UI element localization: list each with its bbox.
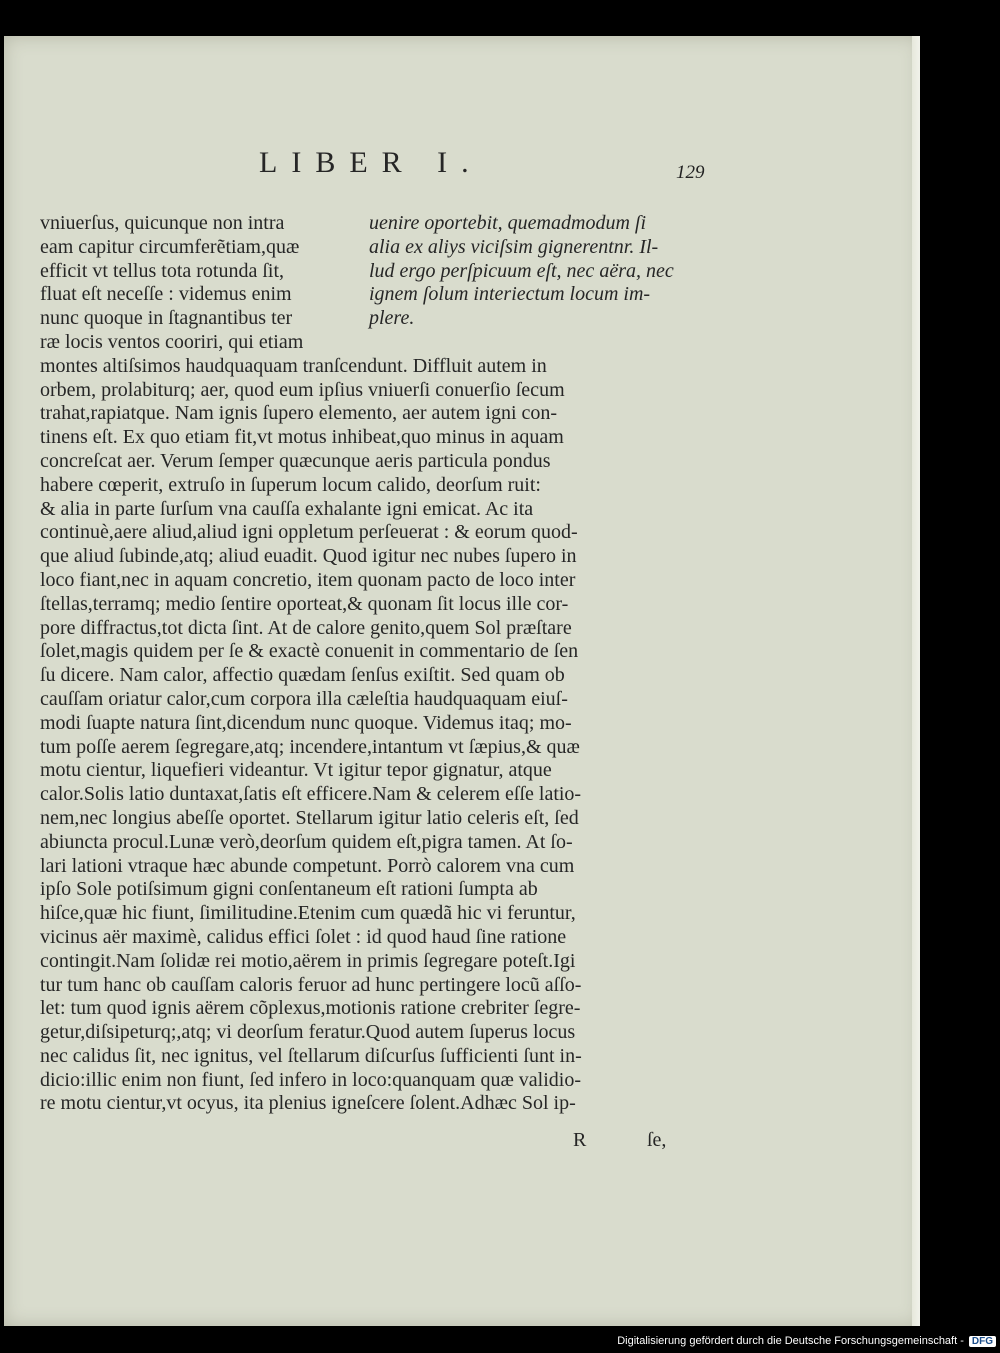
text-line xyxy=(40,236,680,260)
credit-text: Digitalisierung gefördert durch die Deutsche Forschungsgemeinschaft - xyxy=(617,1335,964,1347)
line-text-left: efficit vt tellus tota rotunda ſit, xyxy=(40,259,285,282)
line-text: re motu cientur,vt ocyus, ita plenius igneſcere ſolent.Adhæc Sol ip- xyxy=(40,1092,576,1115)
text-line xyxy=(40,759,680,783)
text-line xyxy=(40,1045,680,1069)
page-header xyxy=(4,146,920,186)
text-line xyxy=(40,212,680,236)
text-line xyxy=(40,950,680,974)
text-line xyxy=(40,640,680,664)
catchword: ſe, xyxy=(647,1129,667,1151)
text-line xyxy=(40,521,680,545)
text-line xyxy=(40,712,680,736)
text-line xyxy=(40,807,680,831)
line-text: modi ſuapte natura ſint,dicendum nunc quoque. Videmus itaq; mo- xyxy=(40,711,572,734)
line-text: que aliud ſubinde,atq; aliud euadit. Quod igitur nec nubes ſupero in xyxy=(40,545,577,568)
line-text: ipſo Sole potiſsimum gigni conſentaneum eſt rationi ſumpta ab xyxy=(40,878,538,901)
line-text: vicinus aër maximè, calidus effici ſolet : id quod haud ſine ratione xyxy=(40,925,567,948)
line-text: pore diffractus,tot dicta ſint. At de calore genito,quem Sol præſtare xyxy=(40,616,572,639)
text-line xyxy=(40,783,680,807)
line-text: let: tum quod ignis aërem cõplexus,motionis ratione crebriter ſegre- xyxy=(40,997,581,1020)
text-line xyxy=(40,878,680,902)
text-line xyxy=(40,831,680,855)
text-line xyxy=(40,283,680,307)
line-text: tinens eſt. Ex quo etiam fit,vt motus inhibeat,quo minus in aquam xyxy=(40,426,564,449)
text-line xyxy=(40,307,680,331)
line-text-right-italic: lud ergo perſpicuum eſt, nec aëra, nec xyxy=(369,259,674,282)
body-text xyxy=(40,212,680,1116)
line-text-left: eam capitur circumferẽtiam,quæ xyxy=(40,235,300,258)
text-line xyxy=(40,1069,680,1093)
text-line xyxy=(40,498,680,522)
line-text: ſtellas,terramq; medio ſentire oporteat,& quonam ſit locus ille cor- xyxy=(40,592,569,615)
text-line xyxy=(40,664,680,688)
line-text: ſu dicere. Nam calor, affectio quædam ſenſus exiſtit. Sed quam ob xyxy=(40,664,565,687)
line-text: motu cientur, liquefieri videantur. Vt igitur tepor gignatur, atque xyxy=(40,759,552,782)
text-line xyxy=(40,402,680,426)
text-line xyxy=(40,855,680,879)
text-line xyxy=(40,569,680,593)
digitization-credit xyxy=(617,1335,996,1347)
line-text: calor.Solis latio duntaxat,ſatis eſt efficere.Nam & celerem eſſe latio- xyxy=(40,783,582,806)
line-text: lari lationi vtraque hæc abunde competunt. Porrò calorem vna cum xyxy=(40,854,575,877)
text-line xyxy=(40,474,680,498)
text-line xyxy=(40,379,680,403)
line-text-left: nunc quoque in ſtagnantibus ter xyxy=(40,307,293,330)
line-text: montes altiſsimos haudquaquam tranſcendunt. Diffluit autem in xyxy=(40,354,547,377)
line-text: getur,diſsipeturq;,atq; vi deorſum feratur.Quod autem ſuperus locus xyxy=(40,1021,576,1044)
page-number: 129 xyxy=(676,162,705,183)
line-text: abiuncta procul.Lunæ verò,deorſum quidem eſt,pigra tamen. At ſo- xyxy=(40,830,573,853)
line-text: trahat,rapiatque. Nam ignis ſupero elemento, aer autem igni con- xyxy=(40,402,558,425)
text-line xyxy=(40,545,680,569)
text-line xyxy=(40,1021,680,1045)
line-text-right-italic: ignem ſolum interiectum locum im- xyxy=(369,283,651,306)
line-text-left: vniuerſus, quicunque non intra xyxy=(40,212,285,234)
line-text: orbem, prolabiturq; aer, quod eum ipſius vniuerſi conuerſio ſecum xyxy=(40,378,565,401)
line-text: loco fiant,nec in aquam concretio, item quonam pacto de loco inter xyxy=(40,568,576,591)
line-text-right-italic: plere. xyxy=(369,307,415,330)
line-text: tum poſſe aerem ſegregare,atq; incendere,intantum vt ſæpius,& quæ xyxy=(40,735,580,758)
text-line xyxy=(40,593,680,617)
text-line xyxy=(40,450,680,474)
book-page xyxy=(4,36,920,1326)
text-line xyxy=(40,736,680,760)
text-line xyxy=(40,688,680,712)
text-line xyxy=(40,260,680,284)
text-line xyxy=(40,331,680,355)
line-text: concreſcat aer. Verum ſemper quæcunque aeris particula pondus xyxy=(40,449,551,472)
line-text: cauſſam oriatur calor,cum corpora illa cæleſtia haudquaquam eiuſ- xyxy=(40,687,568,710)
line-text-left: fluat eſt neceſſe : videmus enim xyxy=(40,283,292,306)
line-text-left: ræ locis ventos cooriri, qui etiam xyxy=(40,330,304,353)
text-line xyxy=(40,997,680,1021)
signature-mark: R xyxy=(573,1129,587,1151)
page-foot xyxy=(4,1129,920,1155)
line-text: nem,nec longius abeſſe oportet. Stellarum igitur latio celeris eſt, ſed xyxy=(40,806,579,829)
line-text: continuè,aere aliud,aliud igni oppletum perſeuerat : & eorum quod- xyxy=(40,521,578,544)
line-text: contingit.Nam ſolidæ rei motio,aërem in primis ſegregare poteſt.Igi xyxy=(40,949,576,972)
line-text: dicio:illic enim non fiunt, ſed infero in loco:quanquam quæ validio- xyxy=(40,1068,582,1091)
line-text: hiſce,quæ hic fiunt, ſimilitudine.Etenim cum quædã hic vi feruntur, xyxy=(40,902,576,925)
text-line xyxy=(40,426,680,450)
line-text: ſolet,magis quidem per ſe & exactè conuenit in commentario de ſen xyxy=(40,640,579,663)
line-text-right-italic: uenire oportebit, quemadmodum ſi xyxy=(369,212,647,234)
text-line xyxy=(40,926,680,950)
line-text: tur tum hanc ob cauſſam caloris feruor ad hunc pertingere locũ aſſo- xyxy=(40,973,582,996)
line-text: & alia in parte ſurſum vna cauſſa exhalante igni emicat. Ac ita xyxy=(40,497,534,520)
line-text: nec calidus ſit, nec ignitus, vel ſtellarum diſcurſus ſufficienti ſunt in- xyxy=(40,1044,582,1067)
text-line xyxy=(40,1092,680,1116)
line-text-right-italic: alia ex aliys viciſsim gignerentnr. Il- xyxy=(369,235,659,258)
text-line xyxy=(40,974,680,998)
text-line xyxy=(40,902,680,926)
text-line xyxy=(40,617,680,641)
running-title: LIBER I. xyxy=(259,146,483,179)
dfg-logo-icon: DFG xyxy=(969,1336,996,1347)
text-line xyxy=(40,355,680,379)
line-text: habere cœperit, extruſo in ſuperum locum calido, deorſum ruit: xyxy=(40,473,541,496)
